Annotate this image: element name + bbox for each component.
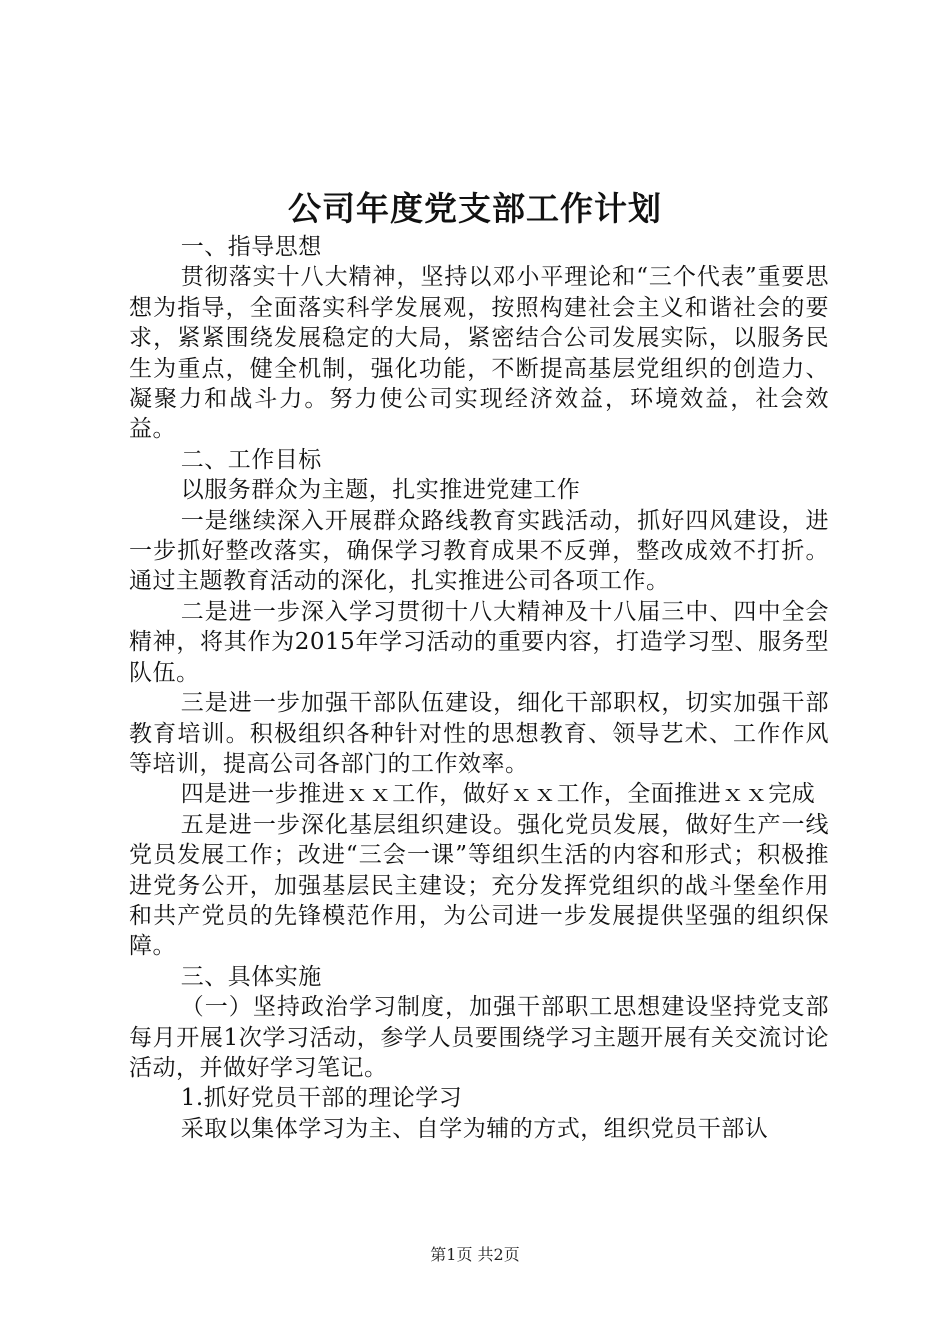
paragraph: 一是继续深入开展群众路线教育实践活动，抓好四风建设，进一步抓好整改落实，确保学习教育成果不反弹，整改成效不打折。通过主题教育活动的深化，扎实推进公司各项工作。: [129, 507, 829, 595]
paragraph: 以服务群众为主题，扎实推进党建工作: [180, 477, 581, 504]
document-title: 公司年度党支部工作计划: [288, 189, 662, 228]
section-heading-implementation: 三、具体实施: [180, 963, 322, 990]
section-heading-guiding-ideology: 一、指导思想: [180, 234, 322, 260]
paragraph: 贯彻落实十八大精神，坚持以邓小平理论和“三个代表”重要思想为指导，全面落实科学发展观，按照构建社会主义和谐社会的要求，紧紧围绕发展稳定的大局，紧密结合公司发展实际，以服务民生为重点，健全机制，强化功能，不断提高基层党组织的创造力、凝聚力和战斗力。努力使公司实现经济效益，环境效益，社会效益。: [129, 264, 829, 443]
section-heading-work-goals: 二、工作目标: [180, 446, 322, 473]
paragraph: 五是进一步深化基层组织建设。强化党员发展，做好生产一线党员发展工作；改进“三会一课”等组织生活的内容和形式；积极推进党务公开，加强基层民主建设；充分发挥党组织的战斗堡垒作用和共产党员的先锋模范作用，为公司进一步发展提供坚强的组织保障。: [129, 811, 829, 960]
paragraph: 二是进一步深入学习贯彻十八大精神及十八届三中、四中全会精神，将其作为2015年学习活动的重要内容，打造学习型、服务型队伍。: [129, 598, 829, 686]
page-number-footer: 第1页 共2页: [430, 1245, 520, 1264]
paragraph: 采取以集体学习为主、自学为辅的方式，组织党员干部认: [180, 1115, 769, 1142]
document-body: [129, 232, 829, 1144]
paragraph: 三是进一步加强干部队伍建设，细化干部职权，切实加强干部教育培训。积极组织各种针对性的思想教育、领导艺术、工作作风等培训，提高公司各部门的工作效率。: [129, 690, 829, 777]
subheading: 1.抓好党员干部的理论学习: [180, 1085, 463, 1112]
paragraph: 四是进一步推进ｘｘ工作，做好ｘｘ工作，全面推进ｘｘ完成: [180, 781, 816, 808]
paragraph: （一）坚持政治学习制度，加强干部职工思想建设坚持党支部每月开展1次学习活动，参学人员要围绕学习主题开展有关交流讨论活动，并做好学习笔记。: [129, 994, 829, 1081]
